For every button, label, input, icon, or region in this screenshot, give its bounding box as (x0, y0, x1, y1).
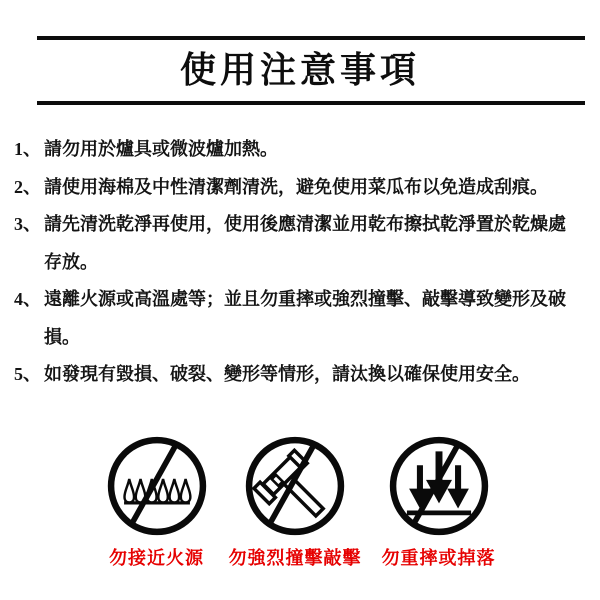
caution-no-drop (382, 434, 496, 570)
notes-list (14, 131, 585, 394)
no-impact-hammer-icon (243, 434, 347, 538)
list-item (14, 169, 585, 207)
list-item (14, 131, 585, 169)
list-item-number: 3、 (14, 214, 41, 234)
no-open-flame-icon (105, 434, 209, 538)
no-drop-icon (387, 434, 491, 538)
list-item (14, 356, 585, 394)
caution-label: 勿接近火源 (109, 547, 204, 568)
caution-label: 勿重摔或掉落 (381, 547, 496, 568)
list-item-number: 1、 (14, 139, 41, 159)
title-rule-bottom (37, 101, 585, 105)
list-item-text: 請勿用於爐具或微波爐加熱。 (44, 139, 278, 159)
list-item-text: 遠離火源或高溫處等；並且勿重摔或強烈撞擊、敲擊導致變形及破損。 (44, 289, 566, 347)
page-title: 使用注意事項 (179, 50, 420, 90)
list-item-text: 如發現有毀損、破裂、變形等情形，請汰換以確保使用安全。 (44, 364, 530, 384)
list-item (14, 206, 585, 281)
caution-no-impact (229, 434, 362, 570)
list-item (14, 281, 585, 356)
caution-icons-row (0, 434, 600, 570)
list-item-number: 5、 (14, 364, 41, 384)
caution-label: 勿強烈撞擊敲擊 (228, 547, 362, 568)
list-item-number: 2、 (14, 176, 41, 197)
list-item-text: 請使用海棉及中性清潔劑清洗，避免使用菜瓜布以免造成刮痕。 (44, 176, 548, 197)
caution-no-open-flame (105, 434, 209, 570)
title-block (0, 0, 600, 105)
list-item-text: 請先清洗乾淨再使用，使用後應清潔並用乾布擦拭乾淨置於乾燥處存放。 (44, 214, 566, 272)
list-item-number: 4、 (14, 289, 41, 309)
